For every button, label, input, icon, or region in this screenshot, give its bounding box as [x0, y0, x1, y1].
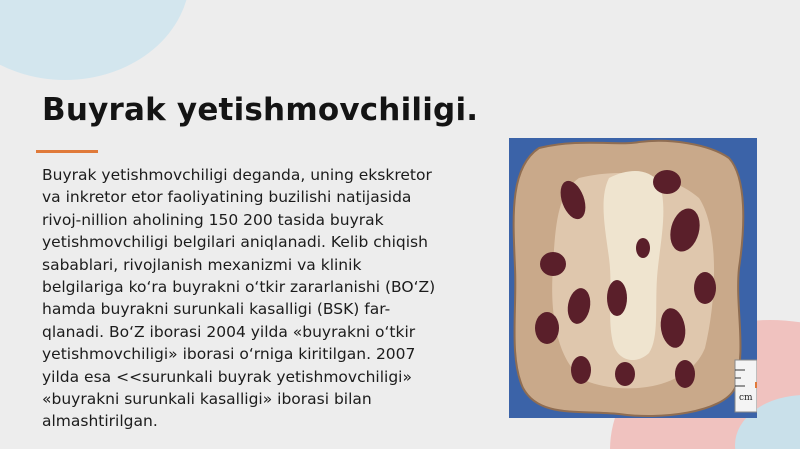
- decor-blob-top-left: [0, 0, 190, 80]
- title-underline: [36, 150, 98, 153]
- kidney-illustration: [509, 138, 757, 418]
- kidney-cross-section-photo: [509, 138, 757, 418]
- scale-label: cm: [739, 393, 753, 403]
- slide-title: Buyrak yetishmovchiligi.: [42, 92, 479, 128]
- slide-body-text: Buyrak yetishmovchiligi deganda, uning ekskretor va inkretor etor faoliyatining buzilishi natijasida rivoj-nillion aholining 150 200 tasida buyrak yetishmovchiligi belgilari aniqlanadi. Kelib chiqish sabablari, rivojlanish mexanizmi va klinik belgilariga ko‘ra buyrakni o‘tkir zararlanishi (BO‘Z) hamda buyrakni surunkali kasalligi (BSK) far- qlanadi. Bo‘Z iborasi 2004 yilda «buyrakni o‘tkir yetishmovchiligi» iborasi o‘rniga kiritilgan. 2007 yilda esa <<surunkali buyrak yetishmovchiligi» «buyrakni surunkali kasalligi» iborasi bilan almashtirilgan.: [42, 166, 436, 431]
